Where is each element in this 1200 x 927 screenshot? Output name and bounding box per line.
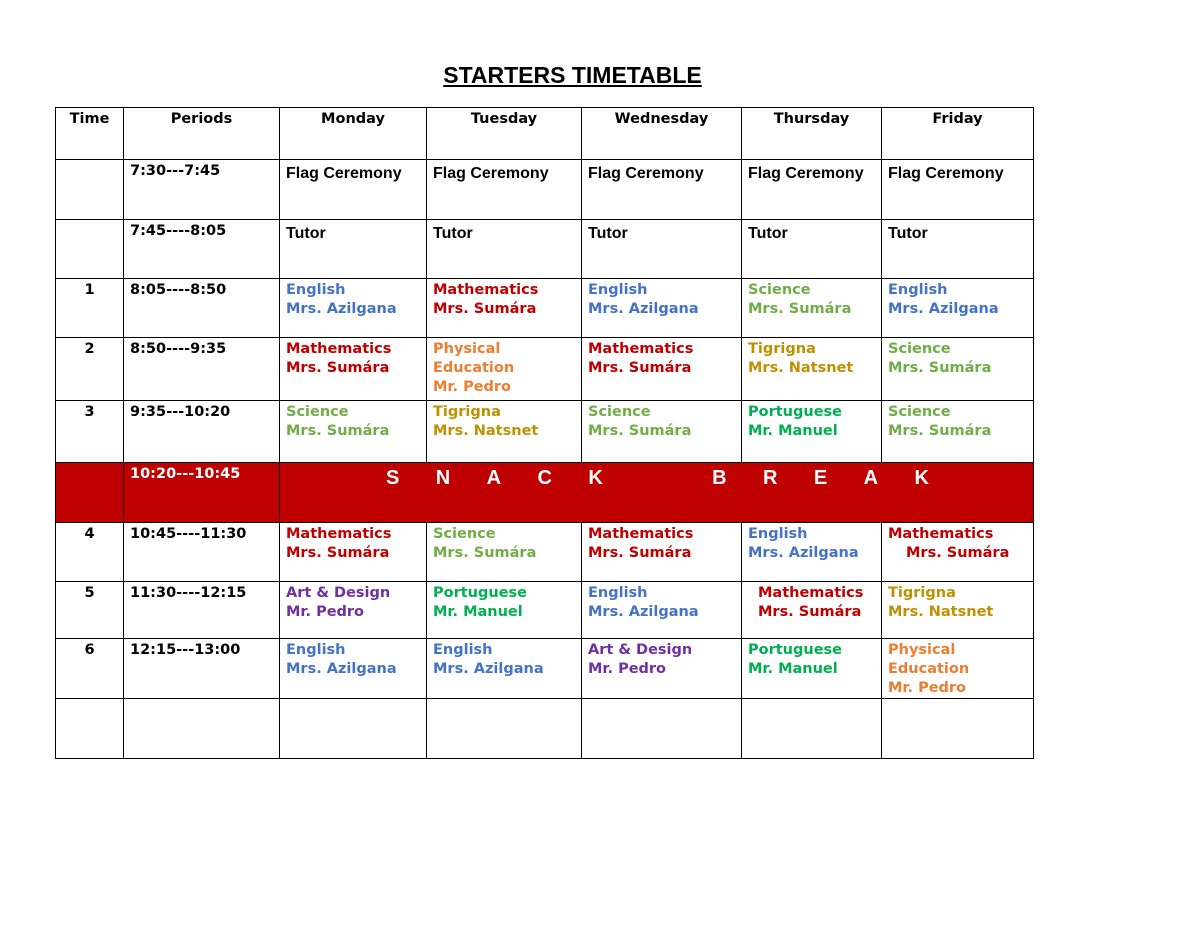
subject-name: Science (286, 404, 349, 420)
teacher-name: Mrs. Sumára (286, 360, 390, 376)
subject-name: Science (588, 404, 651, 420)
header-row (56, 108, 1034, 160)
snack-break-letters (286, 465, 1027, 488)
snack-letter: A (486, 467, 502, 489)
lesson-cell-tuesday (427, 582, 582, 639)
teacher-name: Mrs. Sumára (286, 545, 390, 561)
activity-label: Flag Ceremony (588, 165, 704, 182)
subject-name: Science (888, 341, 951, 357)
lesson-cell-wednesday (582, 401, 742, 463)
teacher-name: Mrs. Natsnet (433, 423, 539, 439)
teacher-name: Mrs. Sumára (888, 423, 992, 439)
lesson-cell-friday (882, 279, 1034, 338)
lesson-cell-tuesday (427, 220, 582, 279)
snack-letter: K (588, 467, 603, 489)
lesson-cell-thursday (742, 582, 882, 639)
period-number: 1 (56, 279, 124, 338)
snack-letter: A (863, 467, 879, 489)
period-number: 4 (56, 523, 124, 582)
subject-name: Tigrigna (433, 404, 501, 420)
table-row (56, 338, 1034, 401)
page-title: STARTERS TIMETABLE (443, 62, 702, 88)
teacher-name: Mrs. Azilgana (433, 661, 544, 677)
teacher-name: Mr. Manuel (433, 604, 523, 620)
period-time: 10:45----11:30 (124, 523, 280, 582)
table-row (56, 220, 1034, 279)
teacher-name: Mrs. Azilgana (888, 301, 999, 317)
lesson-cell-monday (280, 639, 427, 699)
teacher-name: Mrs. Sumára (748, 301, 852, 317)
period-time: 8:05----8:50 (124, 279, 280, 338)
lesson-cell-tuesday (427, 160, 582, 220)
table-row (56, 639, 1034, 699)
subject-name: Physical Education (433, 341, 515, 376)
header-friday: Friday (882, 108, 1034, 160)
lesson-cell-thursday (742, 639, 882, 699)
activity-label: Flag Ceremony (286, 165, 402, 182)
period-number: 5 (56, 582, 124, 639)
lesson-cell-wednesday (582, 338, 742, 401)
table-row (56, 279, 1034, 338)
teacher-name: Mr. Pedro (888, 680, 967, 696)
empty-cell (427, 699, 582, 759)
teacher-name: Mrs. Sumára (758, 604, 862, 620)
teacher-name: Mr. Pedro (588, 661, 667, 677)
subject-name: Tigrigna (888, 585, 956, 601)
subject-name: Tigrigna (748, 341, 816, 357)
activity-label: Tutor (286, 225, 326, 242)
lesson-cell-friday (882, 582, 1034, 639)
snack-letter: C (537, 467, 552, 489)
activity-label: Flag Ceremony (748, 165, 864, 182)
period-number: 3 (56, 401, 124, 463)
lesson-cell-monday (280, 279, 427, 338)
lesson-cell-tuesday (427, 279, 582, 338)
teacher-name: Mrs. Sumára (888, 360, 992, 376)
lesson-cell-friday (882, 160, 1034, 220)
subject-name: Mathematics (588, 526, 694, 542)
teacher-name: Mrs. Sumára (588, 423, 692, 439)
lesson-cell-thursday (742, 220, 882, 279)
empty-cell (742, 699, 882, 759)
period-time: 9:35---10:20 (124, 401, 280, 463)
lesson-cell-thursday (742, 160, 882, 220)
teacher-name: Mrs. Azilgana (588, 604, 699, 620)
subject-name: Portuguese (748, 404, 842, 420)
teacher-name: Mrs. Sumára (433, 301, 537, 317)
activity-label: Tutor (433, 225, 473, 242)
lesson-cell-wednesday (582, 279, 742, 338)
lesson-cell-thursday (742, 523, 882, 582)
table-row (56, 582, 1034, 639)
lesson-cell-monday (280, 582, 427, 639)
subject-name: English (888, 282, 948, 298)
subject-name: English (433, 642, 493, 658)
subject-name: Physical Education (888, 642, 970, 677)
teacher-name: Mrs. Natsnet (748, 360, 854, 376)
lesson-cell-wednesday (582, 582, 742, 639)
teacher-name: Mr. Pedro (286, 604, 365, 620)
snack-letter: R (762, 467, 778, 489)
lesson-cell-tuesday (427, 523, 582, 582)
lesson-cell-monday (280, 160, 427, 220)
subject-name: English (286, 642, 346, 658)
subject-name: Mathematics (758, 585, 864, 601)
header-monday: Monday (280, 108, 427, 160)
period-number (56, 160, 124, 220)
teacher-name: Mrs. Sumára (588, 545, 692, 561)
activity-label: Tutor (748, 225, 788, 242)
period-time: 7:30---7:45 (124, 160, 280, 220)
snack-break-row (56, 463, 1034, 523)
timetable (55, 107, 1034, 759)
lesson-cell-wednesday (582, 523, 742, 582)
empty-cell (124, 699, 280, 759)
subject-name: Portuguese (748, 642, 842, 658)
table-row (56, 160, 1034, 220)
period-number: 6 (56, 639, 124, 699)
activity-label: Flag Ceremony (433, 165, 549, 182)
lesson-cell-monday (280, 338, 427, 401)
subject-name: Art & Design (588, 642, 693, 658)
subject-name: Mathematics (588, 341, 694, 357)
lesson-cell-monday (280, 401, 427, 463)
subject-name: English (748, 526, 808, 542)
header-tuesday: Tuesday (427, 108, 582, 160)
teacher-name: Mrs. Azilgana (286, 301, 397, 317)
table-row (56, 401, 1034, 463)
lesson-cell-monday (280, 220, 427, 279)
teacher-name: Mrs. Sumára (286, 423, 390, 439)
snack-letter: E (813, 467, 828, 489)
lesson-cell-friday (882, 639, 1034, 699)
lesson-cell-friday (882, 523, 1034, 582)
lesson-cell-friday (882, 220, 1034, 279)
teacher-name: Mrs. Sumára (906, 545, 1010, 561)
subject-name: Art & Design (286, 585, 391, 601)
subject-name: English (286, 282, 346, 298)
lesson-cell-tuesday (427, 338, 582, 401)
subject-name: Science (888, 404, 951, 420)
snack-letter: B (712, 467, 727, 489)
lesson-cell-wednesday (582, 639, 742, 699)
empty-row (56, 699, 1034, 759)
teacher-name: Mrs. Azilgana (588, 301, 699, 317)
period-number: 2 (56, 338, 124, 401)
snack-period: 10:20---10:45 (124, 463, 280, 523)
subject-name: Portuguese (433, 585, 527, 601)
snack-time-cell (56, 463, 124, 523)
lesson-cell-friday (882, 338, 1034, 401)
period-number (56, 220, 124, 279)
teacher-name: Mr. Manuel (748, 661, 838, 677)
snack-break-banner (280, 463, 1034, 523)
header-thursday: Thursday (742, 108, 882, 160)
subject-name: Science (748, 282, 811, 298)
lesson-cell-friday (882, 401, 1034, 463)
snack-letter: N (435, 467, 451, 489)
lesson-cell-monday (280, 523, 427, 582)
lesson-cell-wednesday (582, 220, 742, 279)
subject-name: English (588, 585, 648, 601)
lesson-cell-wednesday (582, 160, 742, 220)
lesson-cell-thursday (742, 279, 882, 338)
teacher-name: Mr. Pedro (433, 379, 512, 395)
lesson-cell-tuesday (427, 401, 582, 463)
empty-cell (56, 699, 124, 759)
activity-label: Tutor (888, 225, 928, 242)
period-time: 8:50----9:35 (124, 338, 280, 401)
period-time: 7:45----8:05 (124, 220, 280, 279)
subject-name: Mathematics (888, 526, 994, 542)
period-time: 11:30----12:15 (124, 582, 280, 639)
header-time: Time (56, 108, 124, 160)
subject-name: Mathematics (433, 282, 539, 298)
period-time: 12:15---13:00 (124, 639, 280, 699)
empty-cell (582, 699, 742, 759)
teacher-name: Mrs. Sumára (588, 360, 692, 376)
empty-cell (280, 699, 427, 759)
teacher-name: Mrs. Natsnet (888, 604, 994, 620)
header-wednesday: Wednesday (582, 108, 742, 160)
activity-label: Flag Ceremony (888, 165, 1004, 182)
empty-cell (882, 699, 1034, 759)
header-periods: Periods (124, 108, 280, 160)
lesson-cell-thursday (742, 401, 882, 463)
teacher-name: Mrs. Azilgana (286, 661, 397, 677)
table-row (56, 523, 1034, 582)
teacher-name: Mrs. Sumára (433, 545, 537, 561)
subject-name: Science (433, 526, 496, 542)
subject-name: Mathematics (286, 526, 392, 542)
activity-label: Tutor (588, 225, 628, 242)
teacher-name: Mrs. Azilgana (748, 545, 859, 561)
lesson-cell-thursday (742, 338, 882, 401)
lesson-cell-tuesday (427, 639, 582, 699)
snack-letter: S (386, 467, 400, 489)
subject-name: Mathematics (286, 341, 392, 357)
subject-name: English (588, 282, 648, 298)
teacher-name: Mr. Manuel (748, 423, 838, 439)
snack-letter: K (914, 467, 929, 489)
